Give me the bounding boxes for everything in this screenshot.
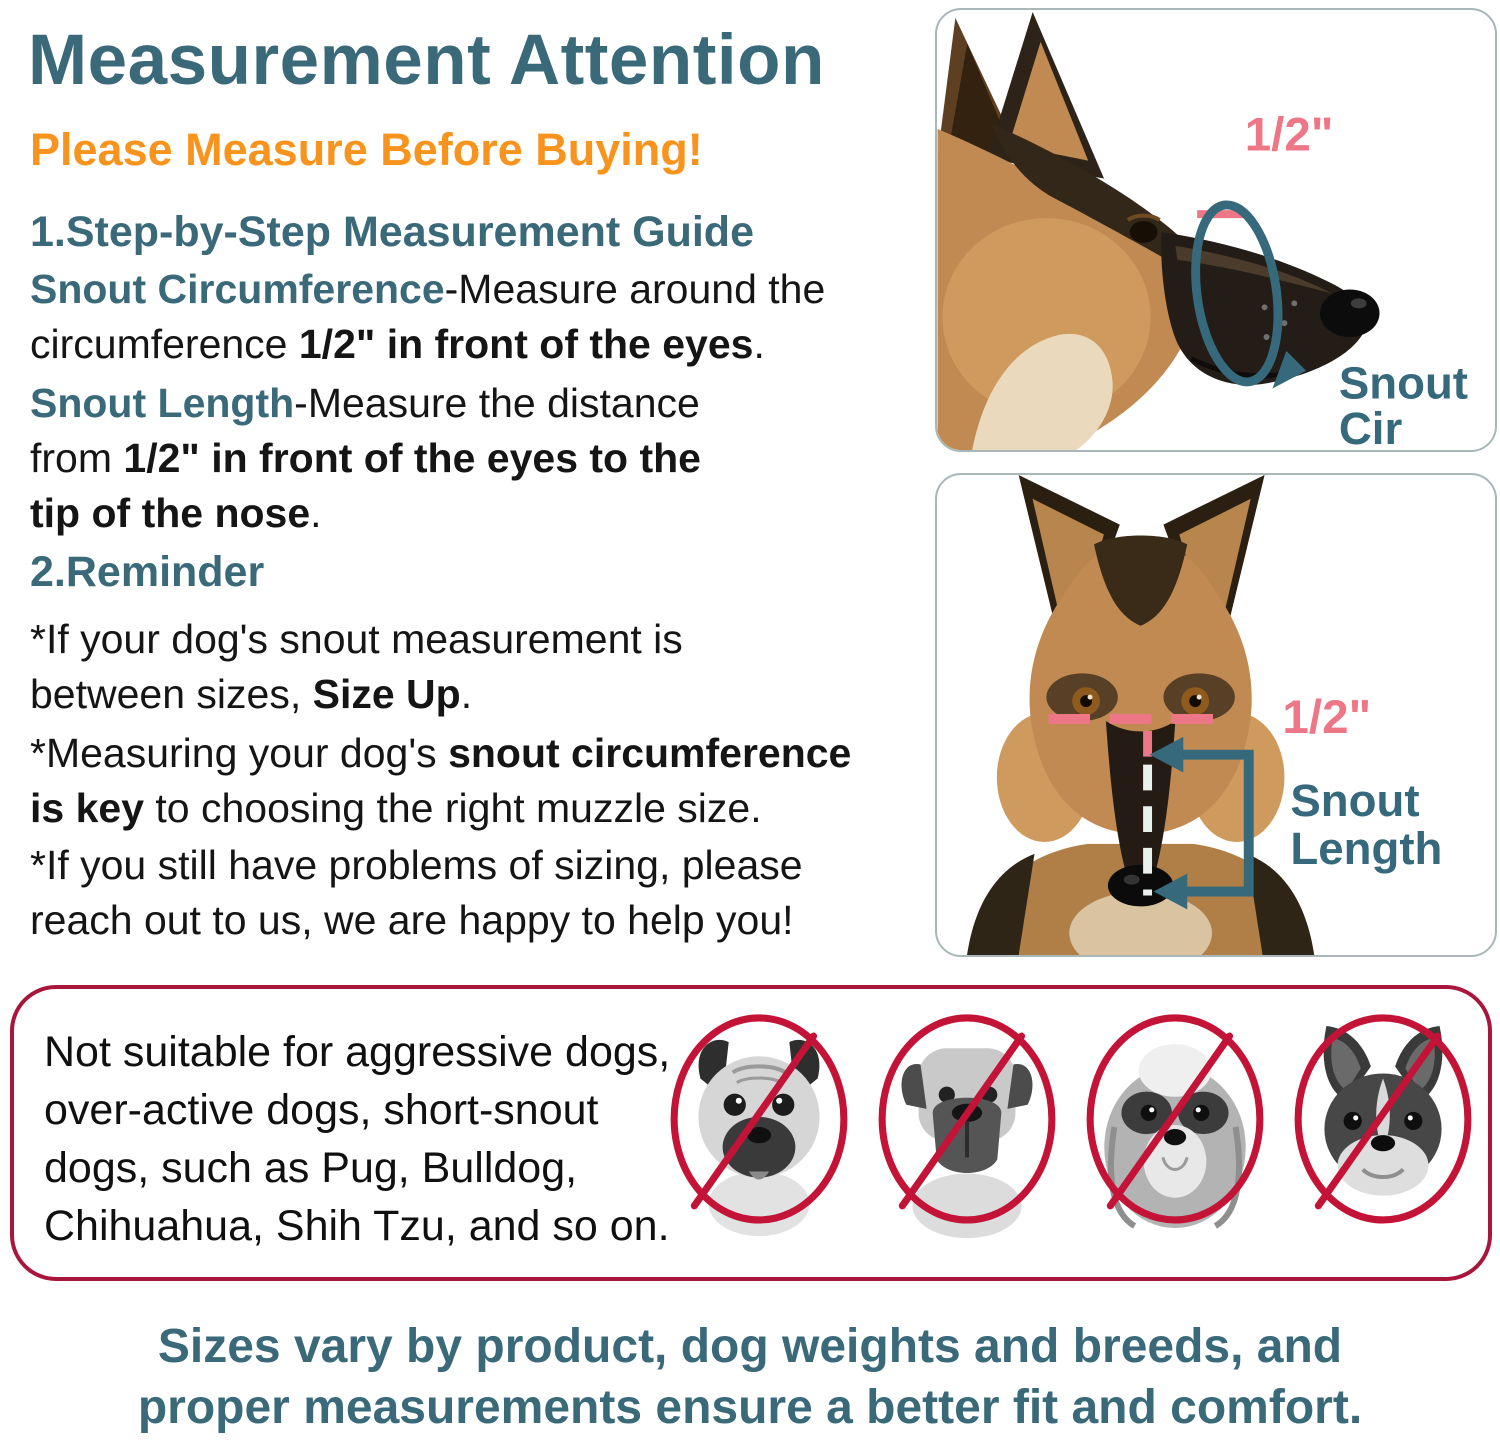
reminder-2-line2: is key to choosing the right muzzle size. bbox=[30, 785, 762, 831]
reminder-1-line2: between sizes, Size Up. bbox=[30, 671, 473, 717]
snout-cir-caption-line1: Snout bbox=[1338, 357, 1468, 409]
snout-length-line2: from 1/2" in front of the eyes to the bbox=[30, 435, 701, 481]
german-shepherd-side-illustration bbox=[938, 12, 1380, 450]
snout-circumference-term: Snout Circumference bbox=[30, 266, 445, 312]
snout-length-term: Snout Length bbox=[30, 380, 295, 426]
shih-tzu-icon bbox=[1076, 1005, 1274, 1245]
snout-circumference-line1: Snout Circumference-Measure around the bbox=[30, 266, 826, 312]
reminder-heading: 2.Reminder bbox=[30, 548, 265, 596]
reminder-2-line1: *Measuring your dog's snout circumference bbox=[30, 730, 852, 776]
snout-length-paragraph bbox=[30, 376, 701, 541]
warning-line3: dogs, such as Pug, Bulldog, bbox=[44, 1144, 578, 1192]
snout-length-photo-panel bbox=[935, 473, 1497, 957]
warning-line4: Chihuahua, Shih Tzu, and so on. bbox=[44, 1202, 670, 1250]
snout-circumference-photo-panel bbox=[935, 8, 1497, 452]
snout-length-line1: Snout Length-Measure the distance bbox=[30, 380, 700, 426]
snout-circumference-paragraph bbox=[30, 262, 825, 372]
half-inch-label: 1/2" bbox=[1244, 108, 1334, 162]
snout-circumference-line2: circumference 1/2" in front of the eyes. bbox=[30, 321, 765, 367]
footer-note bbox=[0, 1316, 1500, 1438]
page-title: Measurement Attention bbox=[28, 21, 825, 100]
mastiff-icon bbox=[868, 1005, 1066, 1245]
pug-icon bbox=[660, 1005, 858, 1245]
reminder-3-line2: reach out to us, we are happy to help you! bbox=[30, 897, 794, 943]
snout-length-line3: tip of the nose. bbox=[30, 490, 322, 536]
footer-line2: proper measurements ensure a better fit and comfort. bbox=[137, 1381, 1363, 1434]
warning-line1: Not suitable for aggressive dogs, bbox=[44, 1028, 671, 1076]
reminder-item-1 bbox=[30, 612, 683, 722]
guide-heading: 1.Step-by-Step Measurement Guide bbox=[30, 208, 754, 256]
reminder-item-3 bbox=[30, 838, 803, 948]
german-shepherd-side-profile-photo bbox=[937, 10, 1495, 450]
not-suitable-text bbox=[44, 1023, 670, 1255]
reminder-3-line1: *If you still have problems of sizing, please bbox=[30, 842, 803, 888]
snout-length-caption-line2: Length bbox=[1290, 822, 1443, 874]
warning-line2: over-active dogs, short-snout bbox=[44, 1086, 599, 1134]
footer-line1: Sizes vary by product, dog weights and breeds, and bbox=[157, 1320, 1343, 1373]
snout-cir-caption-line2: Cir bbox=[1338, 403, 1403, 450]
page-subtitle: Please Measure Before Buying! bbox=[30, 124, 703, 175]
german-shepherd-front-view-photo bbox=[937, 475, 1495, 955]
french-bulldog-icon bbox=[1284, 1005, 1482, 1245]
snout-length-caption-line1: Snout bbox=[1290, 775, 1420, 827]
half-inch-label: 1/2" bbox=[1282, 690, 1372, 744]
reminder-1-line1: *If your dog's snout measurement is bbox=[30, 616, 683, 662]
not-suitable-warning-box bbox=[10, 985, 1492, 1281]
banned-breeds-row bbox=[660, 1005, 1482, 1245]
reminder-item-2 bbox=[30, 726, 851, 836]
